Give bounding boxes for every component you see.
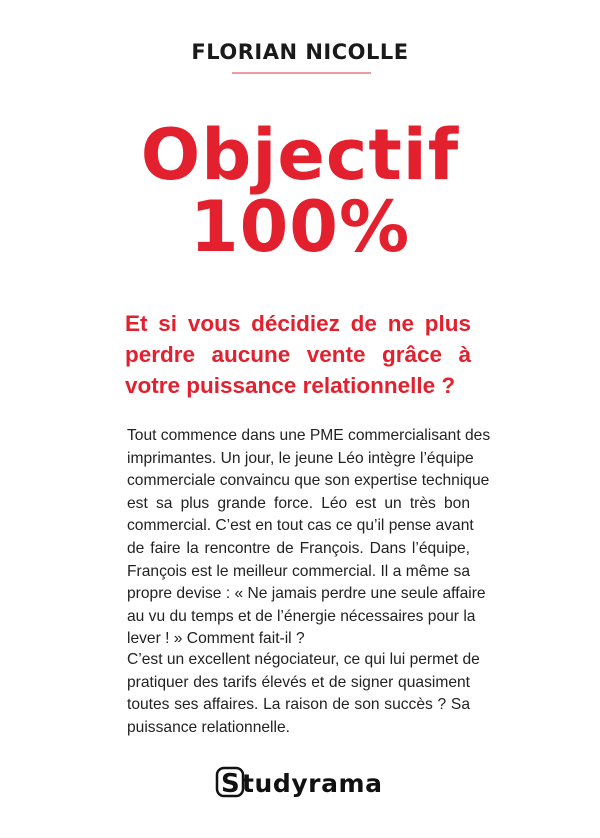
book-title-line-2: 100% (189, 186, 411, 268)
subtitle-line: perdre aucune vente grâce à (125, 342, 471, 367)
text-line: commerciale convaincu que son expertise technique (127, 472, 490, 490)
divider (232, 72, 371, 74)
text-line: commercial. C’est en tout cas ce qu’il pense avant (127, 517, 474, 535)
subtitle (125, 308, 471, 401)
text-line: de faire la rencontre de François. Dans l’équipe, (127, 539, 470, 557)
text-line: est sa plus grande force. Léo est un très bon (127, 494, 470, 512)
subtitle-line: votre puissance relationnelle ? (125, 373, 456, 398)
author-name: FLORIAN NICOLLE (191, 40, 409, 64)
book-title-line-1: Objectif (140, 114, 460, 196)
text-line: au vu du temps et de l’énergie nécessaires pour la (127, 607, 476, 625)
paragraph-2 (127, 649, 480, 739)
subtitle-line: Et si vous décidiez de ne plus (125, 311, 471, 336)
text-line: François est le meilleur commercial. Il a même sa (127, 562, 470, 580)
text-line: Tout commence dans une PME commercialisant des (127, 427, 491, 444)
text-line: toutes ses affaires. La raison de son succès ? Sa (127, 696, 470, 714)
svg-text:S: S (221, 769, 240, 799)
paragraph-1 (127, 425, 491, 651)
text-line: lever ! » Comment fait-il ? (127, 630, 305, 648)
text-line: puissance relationnelle. (127, 718, 290, 736)
svg-text:tudyrama: tudyrama (242, 769, 382, 798)
publisher-logo (0, 765, 600, 804)
text-line: propre devise : « Ne jamais perdre une seule affaire (127, 585, 486, 603)
text-line: pratiquer des tarifs élevés et de signer quasiment (127, 673, 470, 691)
text-line: C’est un excellent négociateur, ce qui lui permet de (127, 651, 480, 668)
text-line: imprimantes. Un jour, le jeune Léo intègre l’équipe (127, 449, 474, 467)
